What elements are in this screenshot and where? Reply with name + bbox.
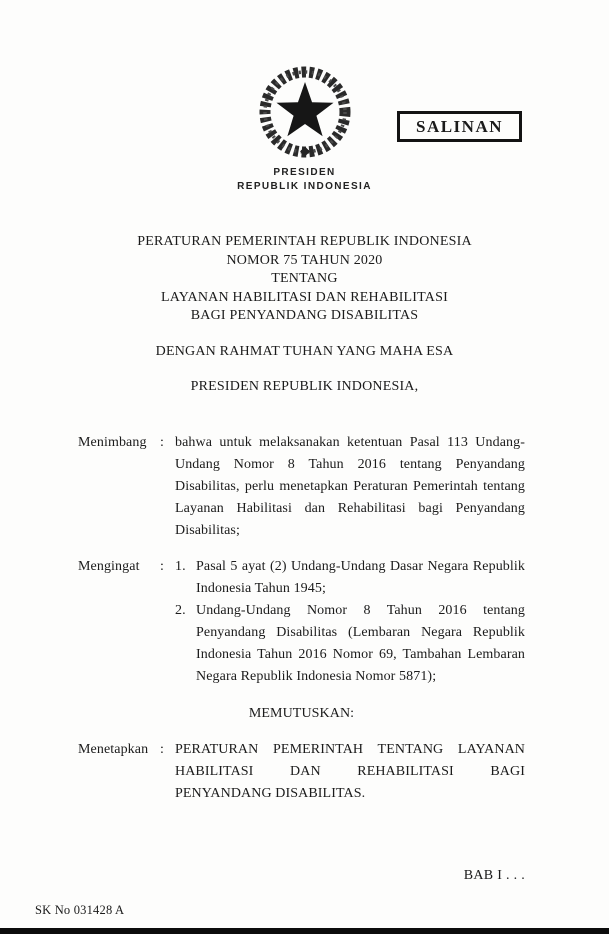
item-number: 2. (175, 603, 186, 618)
menimbang-section (78, 432, 525, 542)
salinan-stamp (397, 111, 522, 142)
title-line-peraturan: PERATURAN PEMERINTAH REPUBLIK INDONESIA (137, 234, 472, 249)
rahmat-line: DENGAN RAHMAT TUHAN YANG MAHA ESA (155, 344, 454, 359)
menetapkan-colon: : (160, 742, 164, 757)
letterhead (0, 167, 609, 192)
letterhead-presiden: PRESIDEN (273, 167, 336, 178)
menimbang-colon: : (160, 435, 164, 450)
presiden-ri-line: PRESIDEN REPUBLIK INDONESIA, (190, 379, 419, 394)
menimbang-text: bahwa untuk melaksanakan ketentuan Pasal 113 Undang-Undang Nomor 8 Tahun 2016 tentang Penyandang Disabilitas, perlu menetapkan Peraturan Pemerintah tentang Layanan Habilitasi dan Rehabilitasi bagi Penyandang Disabilitas; (175, 435, 525, 538)
item-text: Undang-Undang Nomor 8 Tahun 2016 tentang Penyandang Disabilitas (Lembaran Negara Republik Indonesia Tahun 2016 Nomor 69, Tambahan Lembaran Negara Republik Indonesia Nomor 5871); (196, 603, 525, 684)
title-line-bagi: BAGI PENYANDANG DISABILITAS (190, 308, 419, 323)
menetapkan-text: PERATURAN PEMERINTAH TENTANG LAYANAN HABILITASI DAN REHABILITASI BAGI PENYANDANG DISABILITAS. (175, 742, 525, 801)
title-line-tentang: TENTANG (271, 271, 338, 286)
title-line-nomor: NOMOR 75 TAHUN 2020 (226, 252, 383, 268)
mengingat-list (175, 556, 525, 688)
menetapkan-section (78, 739, 525, 805)
title-line-layanan: LAYANAN HABILITASI DAN REHABILITASI (161, 289, 448, 305)
regulation-title (0, 233, 609, 326)
list-item (175, 600, 525, 688)
sk-number: SK No 031428 A (35, 903, 125, 917)
menetapkan-label: Menetapkan (78, 742, 149, 757)
menimbang-label: Menimbang (78, 435, 147, 450)
scan-edge (0, 928, 609, 934)
mengingat-colon: : (160, 559, 164, 574)
list-item (175, 556, 525, 600)
item-number: 1. (175, 559, 186, 574)
memutuskan-heading: MEMUTUSKAN: (248, 706, 355, 721)
salinan-label: SALINAN (415, 116, 504, 136)
next-section-marker: BAB I . . . (463, 868, 525, 883)
document-body (78, 432, 525, 805)
item-text: Pasal 5 ayat (2) Undang-Undang Dasar Negara Republik Indonesia Tahun 1945; (196, 559, 525, 596)
mengingat-section (78, 556, 525, 688)
presidential-seal-icon (255, 62, 355, 162)
mengingat-label: Mengingat (78, 559, 140, 574)
letterhead-republik-indonesia: REPUBLIK INDONESIA (237, 181, 372, 192)
